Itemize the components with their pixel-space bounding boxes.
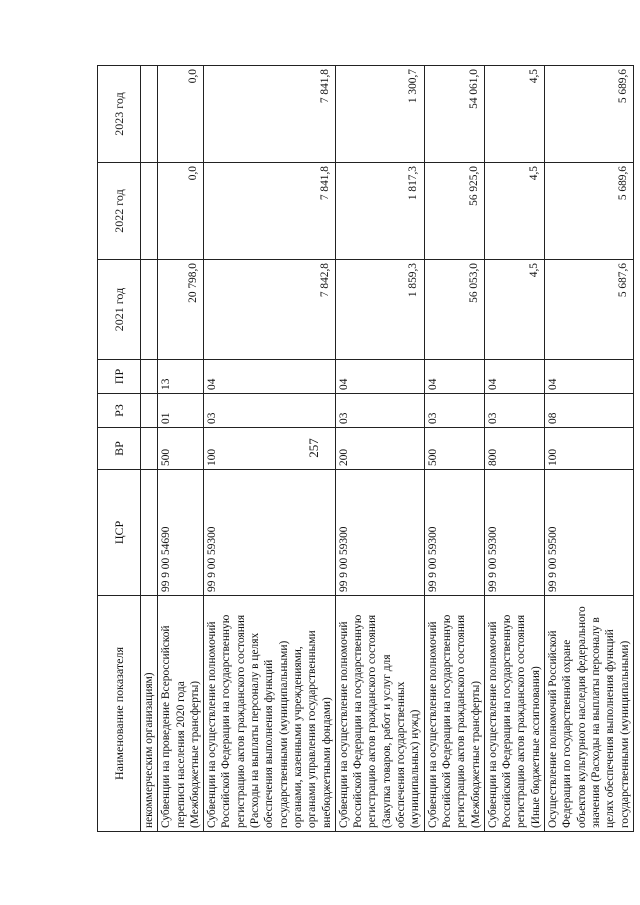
row-2021: 20 798,0 [158, 260, 204, 360]
row-csr: 99 9 00 59300 [204, 470, 336, 596]
row-vr: 200 [335, 428, 424, 470]
row-vr: 500 [424, 428, 484, 470]
row-csr: 99 9 00 59500 [545, 470, 634, 596]
header-pr: ПР [98, 360, 141, 394]
row-2022: 0,0 [158, 163, 204, 260]
row-pr: 13 [158, 360, 204, 394]
row-pr: 04 [484, 360, 544, 394]
header-name: Наименование показателя [98, 596, 141, 832]
row-2021: 7 842,8 [204, 260, 336, 360]
row-csr: 99 9 00 59300 [335, 470, 424, 596]
continuation-row [141, 66, 158, 832]
page-number: 257 [306, 438, 321, 458]
header-2023: 2023 год [98, 66, 141, 163]
row-rz: 08 [545, 394, 634, 428]
row-pr: 04 [545, 360, 634, 394]
row-name: Субвенции на осуществление полномочий Российской Федерации на государственную регистрацию актов гражданского состояния (Расходы на выплаты персоналу в целях обеспечения выполнения функций государственными (муниципальными) органами, казенными учреждениями, органами управления государственными внебюджетными фондами) [204, 596, 336, 832]
row-csr: 99 9 00 54690 [158, 470, 204, 596]
row-2023: 4,5 [484, 66, 544, 163]
row-2021: 1 859,3 [335, 260, 424, 360]
row-2021: 5 687,6 [545, 260, 634, 360]
row-vr: 100 [204, 428, 336, 470]
header-2021: 2021 год [98, 260, 141, 360]
row-vr: 100 [545, 428, 634, 470]
row-pr: 04 [335, 360, 424, 394]
row-rz: 01 [158, 394, 204, 428]
row-vr: 800 [484, 428, 544, 470]
row-2023: 1 300,7 [335, 66, 424, 163]
table-row [158, 66, 204, 832]
rotated-page-content [97, 66, 631, 832]
table-row [484, 66, 544, 832]
row-2023: 54 061,0 [424, 66, 484, 163]
row-pr: 04 [204, 360, 336, 394]
table-row [545, 66, 634, 832]
row-pr: 04 [424, 360, 484, 394]
row-name: Субвенции на осуществление полномочий Российской Федерации на государственную регистрацию актов гражданского состояния (Межбюджетные трансферты) [424, 596, 484, 832]
row-name: Осуществление полномочий Российской Федерации по государственной охране объектов культурного наследия федерального значения (Расходы на выплаты персоналу в целях обеспечения выполнения функций государственными (муниципальными) [545, 596, 634, 832]
table-row [335, 66, 424, 832]
table-row [424, 66, 484, 832]
row-vr: 500 [158, 428, 204, 470]
row-2023: 5 689,6 [545, 66, 634, 163]
header-2022: 2022 год [98, 163, 141, 260]
row-name: Субвенции на осуществление полномочий Российской Федерации на государственную регистрацию актов гражданского состояния (Иные бюджетные ассигнования) [484, 596, 544, 832]
row-2022: 5 689,6 [545, 163, 634, 260]
row-2023: 0,0 [158, 66, 204, 163]
row-csr: 99 9 00 59300 [424, 470, 484, 596]
row-rz: 03 [335, 394, 424, 428]
row-rz: 03 [204, 394, 336, 428]
header-rz: РЗ [98, 394, 141, 428]
row-2022: 7 841,8 [204, 163, 336, 260]
row-2022: 4,5 [484, 163, 544, 260]
row-name: Субвенции на проведение Всероссийской переписи населения 2020 года (Межбюджетные трансферты) [158, 596, 204, 832]
row-rz: 03 [484, 394, 544, 428]
row-rz: 03 [424, 394, 484, 428]
row-2021: 4,5 [484, 260, 544, 360]
row-2023: 7 841,8 [204, 66, 336, 163]
header-row [98, 66, 141, 832]
header-csr: ЦСР [98, 470, 141, 596]
table-row [204, 66, 336, 832]
row-csr: 99 9 00 59300 [484, 470, 544, 596]
continuation-text: некоммерческим организациям) [141, 596, 158, 832]
header-vr: ВР [98, 428, 141, 470]
row-2022: 1 817,3 [335, 163, 424, 260]
row-name: Субвенции на осуществление полномочий Российской Федерации на государственную регистрацию актов гражданского состояния (Закупка товаров, работ и услуг для обеспечения государственных (муниципальных) нужд) [335, 596, 424, 832]
budget-table [97, 65, 634, 832]
row-2022: 56 925,0 [424, 163, 484, 260]
row-2021: 56 053,0 [424, 260, 484, 360]
